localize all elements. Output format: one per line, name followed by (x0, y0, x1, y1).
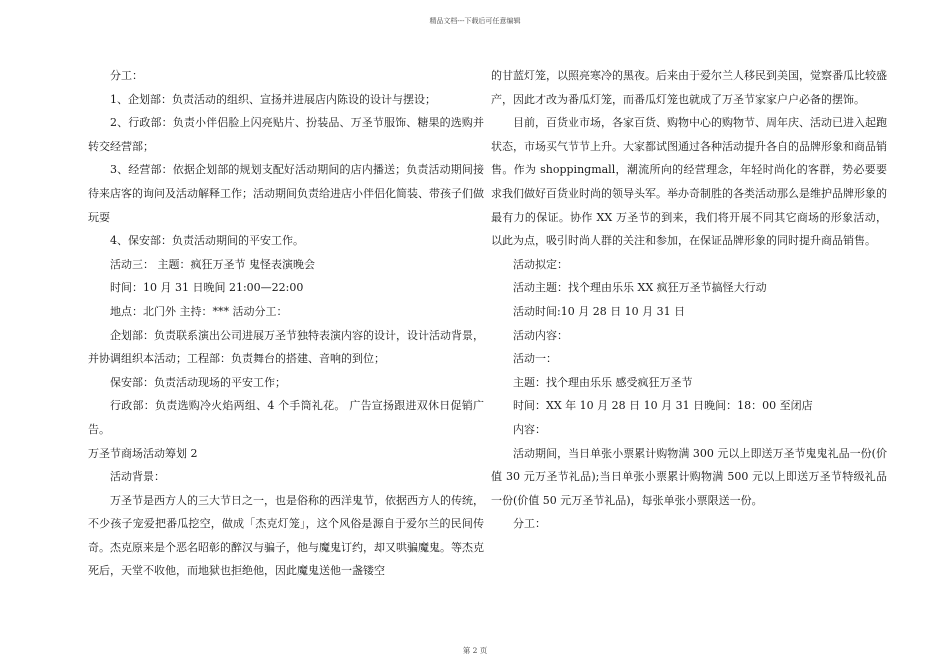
paragraph: 活动三： 主题：疯狂万圣节 鬼怪表演晚会 (110, 257, 315, 271)
paragraph: 活动期间，当日单张小票累计购物满 300 元以上即送万圣节鬼鬼礼品一份(价值 30 元万圣节礼品);当日单张小票累计购物满 500 元以上即送万圣节特级礼品一份(价值 50 元万圣节礼品)，每张单张小票限送一份。 (491, 446, 887, 507)
paragraph: 时间：XX 年 10 月 28 日 10 月 31 日晚间：18：00 至闭店 (513, 399, 813, 413)
paragraph: 2、行政部：负责小伴侣脸上闪亮贴片、扮装品、万圣节服饰、糖果的选购并转交经营部； (88, 116, 484, 153)
page-header: 精品文档---下载后可任意编辑 (429, 17, 521, 25)
paragraph: 分工： (513, 517, 546, 531)
right-column (491, 64, 887, 536)
paragraph: 活动一： (513, 352, 557, 366)
paragraph: 地点：北门外 主持：*** 活动分工： (110, 304, 288, 318)
paragraph: 主题：找个理由乐乐 感受疯狂万圣节 (513, 375, 693, 389)
paragraph: 万圣节商场活动筹划 2 (88, 446, 198, 460)
paragraph: 活动背景： (110, 470, 165, 484)
paragraph: 1、企划部：负责活动的组织、宣扬并进展店内陈设的设计与摆设； (110, 92, 436, 106)
paragraph: 行政部：负责选购冷火焰两组、4 个手筒礼花。 广告宣扬跟进双休日促销广告。 (88, 399, 484, 436)
paragraph: 万圣节是西方人的三大节日之一，也是俗称的西洋鬼节，依据西方人的传统，不少孩子宠爱把番瓜挖空，做成「杰克灯笼」，这个风俗是源自于爱尔兰的民间传奇。杰克原来是个恶名昭彰的醉汉与骗子，他与魔鬼订约，却又哄骗魔鬼。等杰克死后，天堂不收他，而地狱也拒绝他，因此魔鬼送他一盏镂空 (88, 493, 484, 578)
paragraph: 分工： (110, 69, 143, 82)
paragraph: 的甘蓝灯笼，以照亮寒冷的黑夜。后来由于爱尔兰人移民到美国，觉察番瓜比较盛产，因此才改为番瓜灯笼，而番瓜灯笼也就成了万圣节家家户户必备的摆饰。 (491, 69, 887, 106)
paragraph: 活动拟定： (513, 257, 568, 271)
paragraph: 目前，百货业市场，各家百货、购物中心的购物节、周年庆、活动已进入起跑状态，市场买气节节上升。大家都试图通过各种活动提升各自的品牌形象和商品销售。作为 shoppingmall，潮流所向的经营理念，年轻时尚化的客群，势必要要求我们做好百货业时尚的领导头军。举办奇制胜的各类活动那么是维护品牌形象的最有力的保证。协作 XX 万圣节的到来，我们将开展不同其它商场的形象活动，以此为点，吸引时尚人群的关注和参加，在保证品牌形象的同时提升商品销售。 (491, 116, 887, 248)
page-number: 第 2 页 (462, 646, 488, 655)
paragraph: 3、经营部：依据企划部的规划支配好活动期间的店内播送；负责活动期间接待来店客的询问及活动解释工作；活动期间负责给进店小伴侣化简装、带孩子们做玩耍 (88, 163, 484, 224)
left-column (88, 64, 484, 583)
paragraph: 企划部：负责联系演出公司进展万圣节独特表演内容的设计，设计活动背景，并协调组织本活动；工程部：负责舞台的搭建、音响的到位； (88, 328, 484, 366)
paragraph: 活动内容： (513, 328, 568, 342)
paragraph: 活动主题：找个理由乐乐 XX 疯狂万圣节搞怪大行动 (513, 281, 767, 295)
paragraph: 4、保安部：负责活动期间的平安工作。 (110, 234, 304, 248)
paragraph: 时间：10 月 31 日晚间 21:00—22:00 (110, 281, 304, 295)
paragraph: 内容： (513, 422, 546, 436)
paragraph: 活动时间:10 月 28 日 10 月 31 日 (513, 304, 686, 318)
paragraph: 保安部：负责活动现场的平安工作； (110, 375, 286, 389)
